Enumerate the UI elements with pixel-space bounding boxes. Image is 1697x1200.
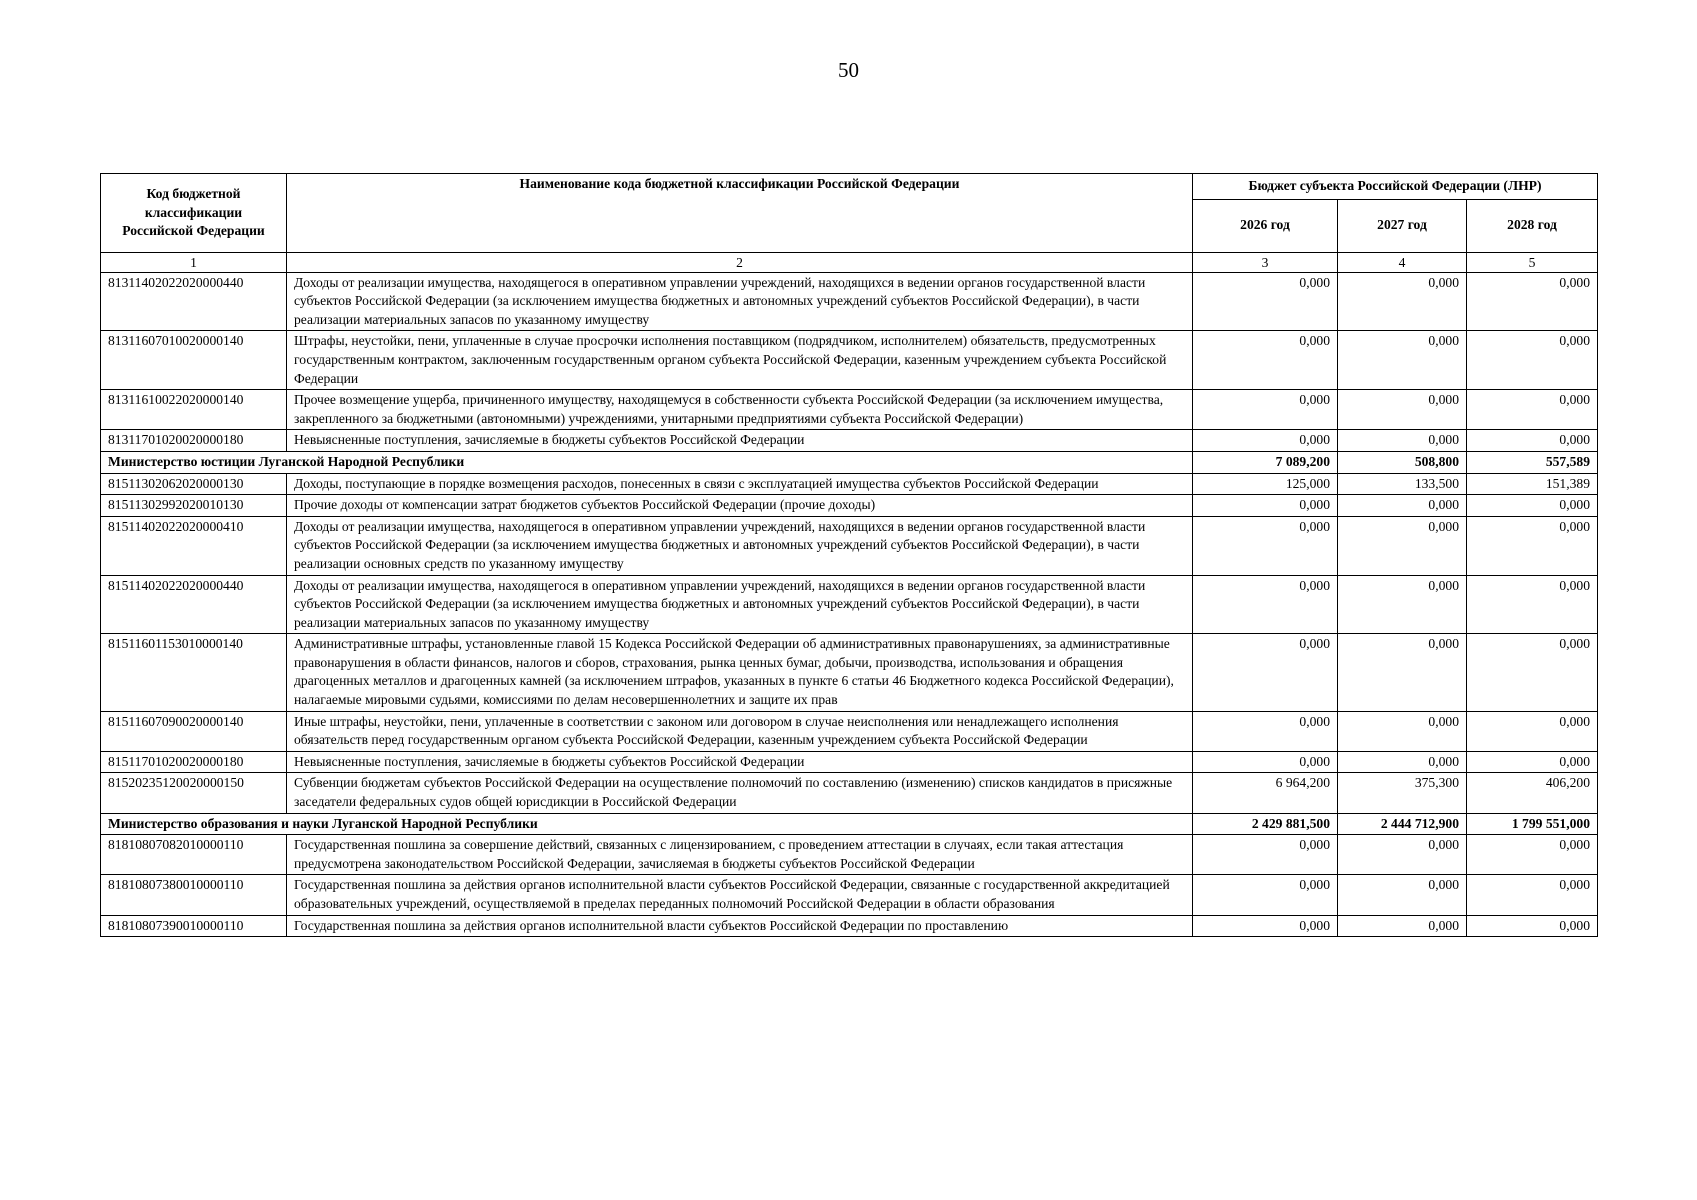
classification-code: 81810807082010000110 (101, 835, 287, 875)
table-row (101, 751, 1598, 773)
table-row (101, 875, 1598, 915)
value-2027: 0,000 (1338, 516, 1467, 575)
value-2026: 0,000 (1193, 495, 1338, 517)
classification-name: Доходы, поступающие в порядке возмещения расходов, понесенных в связи с эксплуатацией имущества субъектов Российской Федерации (287, 473, 1193, 495)
table-row (101, 430, 1598, 452)
ministry-name: Министерство образования и науки Луганской Народной Республики (101, 813, 1193, 835)
value-2028: 0,000 (1467, 575, 1598, 634)
table-row (101, 634, 1598, 711)
header-code: Код бюджетной классификации Российской Федерации (101, 174, 287, 253)
table-body (101, 272, 1598, 937)
table-row (101, 516, 1598, 575)
value-2028: 0,000 (1467, 835, 1598, 875)
value-2027: 0,000 (1338, 915, 1467, 937)
classification-name: Прочее возмещение ущерба, причиненного имуществу, находящемуся в собственности субъекта Российской Федерации (за исключением имущества, закрепленного за бюджетными (автономными) учреждениями, унитарными предприятиями субъекта Российской Федерации) (287, 390, 1193, 430)
value-2027: 0,000 (1338, 495, 1467, 517)
classification-name: Прочие доходы от компенсации затрат бюджетов субъектов Российской Федерации (прочие доходы) (287, 495, 1193, 517)
classification-name: Доходы от реализации имущества, находящегося в оперативном управлении учреждений, находящихся в ведении органов государственной власти субъектов Российской Федерации (за исключением имущества бюджетных и автономных учреждений субъектов Российской Федерации), в части реализации основных средств по указанному имуществу (287, 516, 1193, 575)
classification-code: 81511302992020010130 (101, 495, 287, 517)
value-2027: 133,500 (1338, 473, 1467, 495)
column-number: 4 (1338, 252, 1467, 272)
table-row (101, 773, 1598, 813)
column-number: 5 (1467, 252, 1598, 272)
value-2028: 0,000 (1467, 711, 1598, 751)
table-row (101, 272, 1598, 331)
column-number: 1 (101, 252, 287, 272)
value-2026: 0,000 (1193, 711, 1338, 751)
table-row (101, 495, 1598, 517)
value-2026: 0,000 (1193, 272, 1338, 331)
value-2028: 0,000 (1467, 875, 1598, 915)
ministry-name: Министерство юстиции Луганской Народной Республики (101, 451, 1193, 473)
value-2028: 0,000 (1467, 495, 1598, 517)
value-2026: 0,000 (1193, 875, 1338, 915)
value-2028: 0,000 (1467, 272, 1598, 331)
table-row (101, 711, 1598, 751)
classification-code: 81511701020020000180 (101, 751, 287, 773)
value-2026: 0,000 (1193, 575, 1338, 634)
value-2026: 6 964,200 (1193, 773, 1338, 813)
value-2027: 0,000 (1338, 711, 1467, 751)
classification-name: Невыясненные поступления, зачисляемые в бюджеты субъектов Российской Федерации (287, 430, 1193, 452)
value-2028: 1 799 551,000 (1467, 813, 1598, 835)
classification-name: Административные штрафы, установленные главой 15 Кодекса Российской Федерации об административных правонарушениях, за административные правонарушения в области финансов, налогов и сборов, страхования, рынка ценных бумаг, добычи, производства, использования и обращения драгоценных металлов и драгоценных камней (за исключением штрафов, указанных в пункте 6 статьи 46 Бюджетного кодекса Российской Федерации), налагаемые мировыми судьями, комиссиями по делам несовершеннолетних и защите их прав (287, 634, 1193, 711)
classification-name: Штрафы, неустойки, пени, уплаченные в случае просрочки исполнения поставщиком (подрядчиком, исполнителем) обязательств, предусмотренных государственным контрактом, заключенным государственным органом субъекта Российской Федерации, казенным учреждением субъекта Российской Федерации (287, 331, 1193, 390)
table-row (101, 473, 1598, 495)
column-numbers-row (101, 252, 1598, 272)
classification-code: 81311607010020000140 (101, 331, 287, 390)
column-number: 2 (287, 252, 1193, 272)
value-2026: 0,000 (1193, 430, 1338, 452)
value-2028: 151,389 (1467, 473, 1598, 495)
table-row (101, 331, 1598, 390)
classification-code: 81511607090020000140 (101, 711, 287, 751)
value-2026: 0,000 (1193, 634, 1338, 711)
value-2028: 0,000 (1467, 430, 1598, 452)
value-2027: 0,000 (1338, 835, 1467, 875)
classification-code: 81810807390010000110 (101, 915, 287, 937)
classification-code: 81520235120020000150 (101, 773, 287, 813)
value-2027: 0,000 (1338, 331, 1467, 390)
column-number: 3 (1193, 252, 1338, 272)
classification-name: Доходы от реализации имущества, находящегося в оперативном управлении учреждений, находящихся в ведении органов государственной власти субъектов Российской Федерации (за исключением имущества бюджетных и автономных учреждений субъектов Российской Федерации), в части реализации материальных запасов по указанному имуществу (287, 272, 1193, 331)
ministry-row (101, 813, 1598, 835)
value-2027: 0,000 (1338, 430, 1467, 452)
classification-code: 81311701020020000180 (101, 430, 287, 452)
classification-code: 81810807380010000110 (101, 875, 287, 915)
classification-code: 81511601153010000140 (101, 634, 287, 711)
value-2027: 508,800 (1338, 451, 1467, 473)
value-2028: 557,589 (1467, 451, 1598, 473)
classification-name: Субвенции бюджетам субъектов Российской Федерации на осуществление полномочий по составлению (изменению) списков кандидатов в присяжные заседатели федеральных судов общей юрисдикции в Российской Федерации (287, 773, 1193, 813)
value-2027: 2 444 712,900 (1338, 813, 1467, 835)
classification-code: 81511402022020000440 (101, 575, 287, 634)
value-2028: 0,000 (1467, 331, 1598, 390)
classification-name: Государственная пошлина за действия органов исполнительной власти субъектов Российской Федерации по проставлению (287, 915, 1193, 937)
classification-code: 81311610022020000140 (101, 390, 287, 430)
header-budget: Бюджет субъекта Российской Федерации (ЛНР) (1193, 174, 1598, 200)
value-2028: 406,200 (1467, 773, 1598, 813)
classification-code: 81511302062020000130 (101, 473, 287, 495)
ministry-row (101, 451, 1598, 473)
budget-classification-table (100, 173, 1598, 937)
value-2027: 0,000 (1338, 272, 1467, 331)
classification-name: Невыясненные поступления, зачисляемые в бюджеты субъектов Российской Федерации (287, 751, 1193, 773)
classification-name: Иные штрафы, неустойки, пени, уплаченные в соответствии с законом или договором в случае неисполнения или ненадлежащего исполнения обязательств перед государственным органом субъекта Российской Федерации, казенным учреждением субъекта Российской Федерации (287, 711, 1193, 751)
table-row (101, 390, 1598, 430)
table-row (101, 835, 1598, 875)
value-2027: 0,000 (1338, 634, 1467, 711)
header-name: Наименование кода бюджетной классификации Российской Федерации (287, 174, 1193, 253)
value-2027: 0,000 (1338, 751, 1467, 773)
value-2028: 0,000 (1467, 915, 1598, 937)
header-year-2026: 2026 год (1193, 199, 1338, 252)
value-2026: 0,000 (1193, 331, 1338, 390)
value-2028: 0,000 (1467, 516, 1598, 575)
table-row (101, 915, 1598, 937)
value-2028: 0,000 (1467, 390, 1598, 430)
classification-name: Государственная пошлина за совершение действий, связанных с лицензированием, с проведением аттестации в случаях, если такая аттестация предусмотрена законодательством Российской Федерации, зачисляемая в бюджеты субъектов Российской Федерации (287, 835, 1193, 875)
value-2026: 2 429 881,500 (1193, 813, 1338, 835)
value-2027: 375,300 (1338, 773, 1467, 813)
value-2026: 125,000 (1193, 473, 1338, 495)
classification-name: Государственная пошлина за действия органов исполнительной власти субъектов Российской Федерации, связанные с государственной аккредитацией образовательных учреждений, осуществляемой в пределах переданных полномочий Российской Федерации в области образования (287, 875, 1193, 915)
classification-name: Доходы от реализации имущества, находящегося в оперативном управлении учреждений, находящихся в ведении органов государственной власти субъектов Российской Федерации (за исключением имущества бюджетных и автономных учреждений субъектов Российской Федерации), в части реализации материальных запасов по указанному имуществу (287, 575, 1193, 634)
value-2027: 0,000 (1338, 575, 1467, 634)
classification-code: 81311402022020000440 (101, 272, 287, 331)
classification-code: 81511402022020000410 (101, 516, 287, 575)
header-year-2027: 2027 год (1338, 199, 1467, 252)
value-2028: 0,000 (1467, 634, 1598, 711)
page-number: 50 (838, 58, 859, 82)
value-2026: 0,000 (1193, 835, 1338, 875)
value-2026: 0,000 (1193, 915, 1338, 937)
value-2028: 0,000 (1467, 751, 1598, 773)
value-2026: 0,000 (1193, 516, 1338, 575)
value-2027: 0,000 (1338, 875, 1467, 915)
value-2026: 7 089,200 (1193, 451, 1338, 473)
value-2026: 0,000 (1193, 390, 1338, 430)
table-row (101, 575, 1598, 634)
value-2027: 0,000 (1338, 390, 1467, 430)
header-year-2028: 2028 год (1467, 199, 1598, 252)
value-2026: 0,000 (1193, 751, 1338, 773)
